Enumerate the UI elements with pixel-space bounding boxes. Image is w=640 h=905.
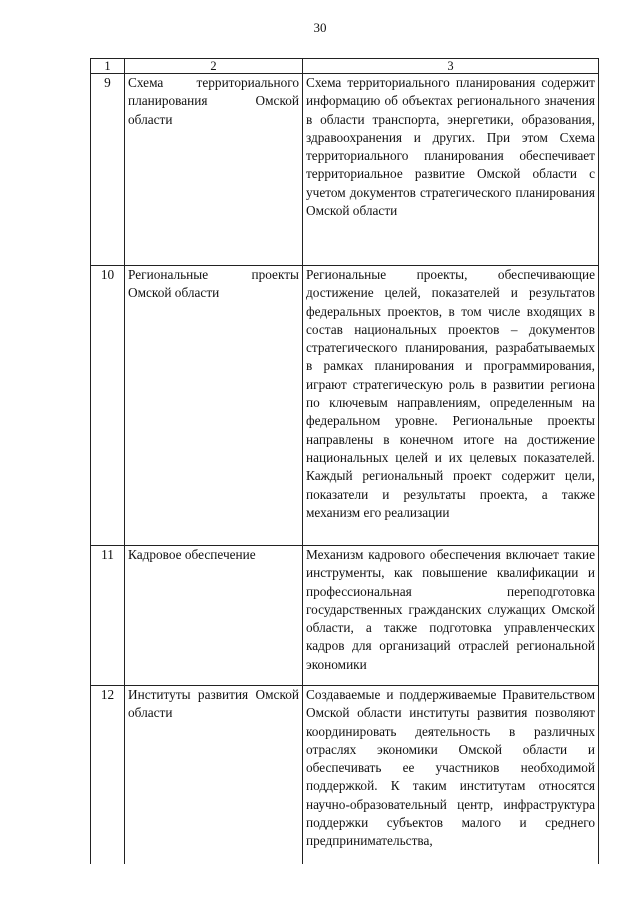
header-col-1: 1 xyxy=(91,59,125,74)
strategy-mechanisms-table xyxy=(90,58,599,864)
table-row xyxy=(91,74,599,266)
row-description: Создаваемые и поддерживаемые Правительством Омской области институты развития позволяют координировать деятельность в различных отраслях экономики Омской области и обеспечивать ее участников необходимой поддержкой. К таким институтам относятся научно-образовательный центр, инфраструктура поддержки субъектов малого и среднего предпринимательства, xyxy=(303,686,599,864)
row-number: 12 xyxy=(91,686,125,864)
row-name: Схема территориального планирования Омской области xyxy=(125,74,303,266)
table-row xyxy=(91,266,599,546)
row-number: 10 xyxy=(91,266,125,546)
row-name: Региональные проекты Омской области xyxy=(125,266,303,546)
row-name: Институты развития Омской области xyxy=(125,686,303,864)
row-description: Региональные проекты, обеспечивающие достижение целей, показателей и результатов федеральных проектов, в том числе входящих в состав национальных проектов – документов стратегического планирования, разрабатываемых в рамках планирования и программирования, играют стратегическую роль в развитии региона по ключевым направлениям, определенным на федеральном уровне. Региональные проекты направлены в конечном итоге на достижение национальных целей и их целевых показателей. Каждый региональный проект содержит цели, показатели и результаты проекта, а также механизм его реализации xyxy=(303,266,599,546)
table-header-row xyxy=(91,59,599,74)
table-row xyxy=(91,686,599,864)
header-col-3: 3 xyxy=(303,59,599,74)
page-number: 30 xyxy=(313,20,327,35)
row-description: Механизм кадрового обеспечения включает такие инструменты, как повышение квалификации и профессиональная переподготовка государственных гражданских служащих Омской области, а также подготовка управленческих кадров для организаций отраслей региональной экономики xyxy=(303,546,599,686)
table-row xyxy=(91,546,599,686)
header-col-2: 2 xyxy=(125,59,303,74)
row-name: Кадровое обеспечение xyxy=(125,546,303,686)
row-number: 9 xyxy=(91,74,125,266)
row-description: Схема территориального планирования содержит информацию об объектах регионального значения в области транспорта, энергетики, образования, здравоохранения и других. При этом Схема территориального планирования обеспечивает территориальное развитие Омской области с учетом документов стратегического планирования Омской области xyxy=(303,74,599,266)
row-number: 11 xyxy=(91,546,125,686)
